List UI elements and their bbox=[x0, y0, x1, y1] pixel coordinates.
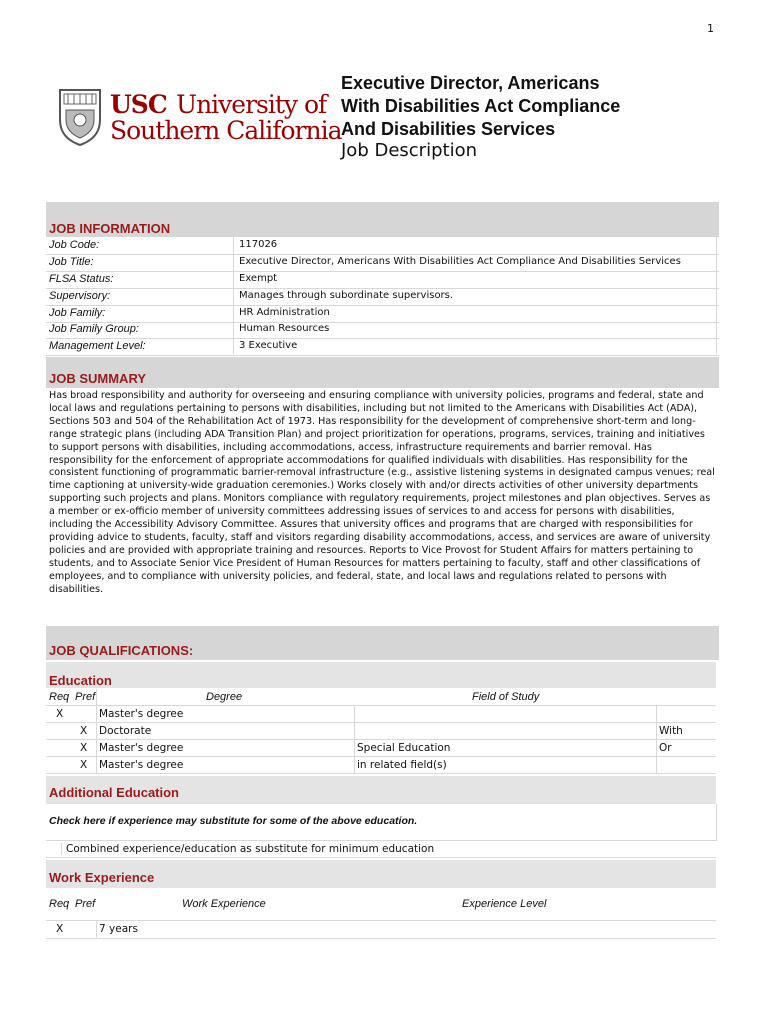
education-table-header bbox=[46, 689, 716, 706]
info-label: FLSA Status: bbox=[49, 273, 114, 285]
check-substitute-text: Check here if experience may substitute for some of the above education. bbox=[49, 815, 418, 827]
info-row-job-code bbox=[46, 238, 719, 255]
info-row-management-level bbox=[46, 339, 719, 356]
substitute-option-row bbox=[46, 841, 716, 858]
substitute-checkbox[interactable] bbox=[49, 843, 62, 855]
logo-usc-text: USC bbox=[110, 90, 167, 119]
job-information-heading: JOB INFORMATION bbox=[49, 221, 171, 236]
usc-seal-icon bbox=[58, 88, 102, 146]
job-summary-heading: JOB SUMMARY bbox=[49, 371, 147, 386]
work-experience-column-header: Work Experience bbox=[182, 898, 266, 910]
info-value: Executive Director, Americans With Disabilities Act Compliance And Disabilities Services bbox=[239, 256, 681, 267]
info-row-flsa-status bbox=[46, 272, 719, 289]
pref-column-header: Pref bbox=[75, 691, 96, 703]
education-header-band bbox=[46, 662, 716, 688]
req-mark: X bbox=[56, 708, 64, 720]
field-cell: in related field(s) bbox=[357, 759, 447, 771]
info-label: Job Family Group: bbox=[49, 323, 139, 335]
work-experience-table-header bbox=[46, 890, 716, 921]
degree-column-header: Degree bbox=[206, 691, 243, 703]
experience-cell: 7 years bbox=[99, 923, 138, 935]
info-row-job-title bbox=[46, 255, 719, 272]
conj-cell: Or bbox=[659, 742, 672, 754]
usc-logo bbox=[58, 88, 342, 148]
info-value: Human Resources bbox=[239, 323, 330, 334]
field-column-header: Field of Study bbox=[472, 691, 540, 703]
pref-mark: X bbox=[80, 742, 88, 754]
info-row-job-family bbox=[46, 306, 719, 323]
pref-column-header: Pref bbox=[75, 898, 96, 910]
info-label: Management Level: bbox=[49, 340, 146, 352]
table-row bbox=[46, 740, 716, 757]
info-value: HR Administration bbox=[239, 307, 330, 318]
info-label: Job Family: bbox=[49, 307, 106, 319]
document-title bbox=[341, 72, 620, 141]
table-row bbox=[46, 757, 716, 774]
substitute-option-label: Combined experience/education as substitute for minimum education bbox=[66, 843, 435, 855]
page-number: 1 bbox=[707, 22, 714, 35]
additional-education-heading: Additional Education bbox=[49, 785, 179, 800]
field-cell: Special Education bbox=[357, 742, 451, 754]
document-subtitle: Job Description bbox=[341, 140, 477, 161]
table-row bbox=[46, 723, 716, 740]
degree-cell: Master's degree bbox=[99, 708, 184, 720]
job-summary-paragraph: Has broad responsibility and authority for overseeing and ensuring compliance with university policies, programs and federal, state and local laws and regulations pertaining to persons with disabilities, including but not limited to the Americans with Disabilities Act (ADA), Sections 503 and 504 of the Rehabilitation Act of 1973. Has responsibility for the development of comprehensive short-term and long-range strategic plans (including ADA Transition Plan) and project prioritization for operations, programs, services, training and initiatives to support persons with disabilities, including accommodations, access, infrastructure requirements and barrier removal. Has responsibility for the enforcement of appropriate accommodations for qualified individuals with disabilities. Has responsibility for the consistent functioning of programmatic barrier-removal infrastructure (e.g., assistive listening systems in designated campus venues; real time captioning at university-wide graduation ceremonies.) Works closely with and/or directs activities of other university departments supporting such projects and plans. Monitors compliance with regulatory requirements, project milestones and plan objectives. Serves as a member or ex-officio member of university committees addressing issues of services to and access for persons with disabilities, including the Accessibility Advisory Committee. Assures that university offices and programs that are charged with responsibilities for providing advice to students, faculty, staff and visitors regarding disability accommodations, access, and services are aware of university policies and are provided with appropriate training and resources. Reports to Vice Provost for Student Affairs for matters pertaining to students, and to Associate Senior Vice President of Human Resources for matters pertaining to faculty, staff and other classifications of employees, and to compliance with university policies, and federal, state, and local laws and regulations related to persons with disabilities. bbox=[49, 390, 715, 595]
req-column-header: Req bbox=[49, 691, 70, 703]
pref-mark: X bbox=[80, 759, 88, 771]
education-heading: Education bbox=[49, 673, 112, 688]
job-summary-header-band bbox=[46, 357, 719, 388]
job-summary-text bbox=[49, 390, 717, 597]
req-mark: X bbox=[56, 923, 64, 935]
req-column-header: Req bbox=[49, 898, 70, 910]
pref-mark: X bbox=[80, 725, 88, 737]
table-row bbox=[46, 706, 716, 723]
info-row-supervisory bbox=[46, 289, 719, 306]
table-row bbox=[46, 921, 716, 939]
degree-cell: Master's degree bbox=[99, 759, 184, 771]
work-experience-heading: Work Experience bbox=[49, 870, 155, 885]
experience-level-column-header: Experience Level bbox=[462, 898, 547, 910]
info-value: Manages through subordinate supervisors. bbox=[239, 290, 454, 301]
info-label: Supervisory: bbox=[49, 290, 111, 302]
info-label: Job Title: bbox=[49, 256, 94, 268]
job-qualifications-heading: JOB QUALIFICATIONS: bbox=[49, 643, 194, 658]
info-row-job-family-group bbox=[46, 322, 719, 339]
info-value: 3 Executive bbox=[239, 340, 298, 351]
degree-cell: Doctorate bbox=[99, 725, 152, 737]
info-value: Exempt bbox=[239, 273, 278, 284]
logo-line1: University of bbox=[176, 90, 327, 119]
title-line-1: Executive Director, Americans bbox=[341, 73, 600, 93]
conj-cell: With bbox=[659, 725, 683, 737]
logo-line2: Southern California bbox=[110, 116, 342, 145]
check-substitute-row bbox=[46, 804, 717, 841]
title-line-3: And Disabilities Services bbox=[341, 119, 556, 139]
title-line-2: With Disabilities Act Compliance bbox=[341, 96, 621, 116]
info-label: Job Code: bbox=[49, 239, 100, 251]
degree-cell: Master's degree bbox=[99, 742, 184, 754]
info-value: 117026 bbox=[239, 239, 278, 250]
